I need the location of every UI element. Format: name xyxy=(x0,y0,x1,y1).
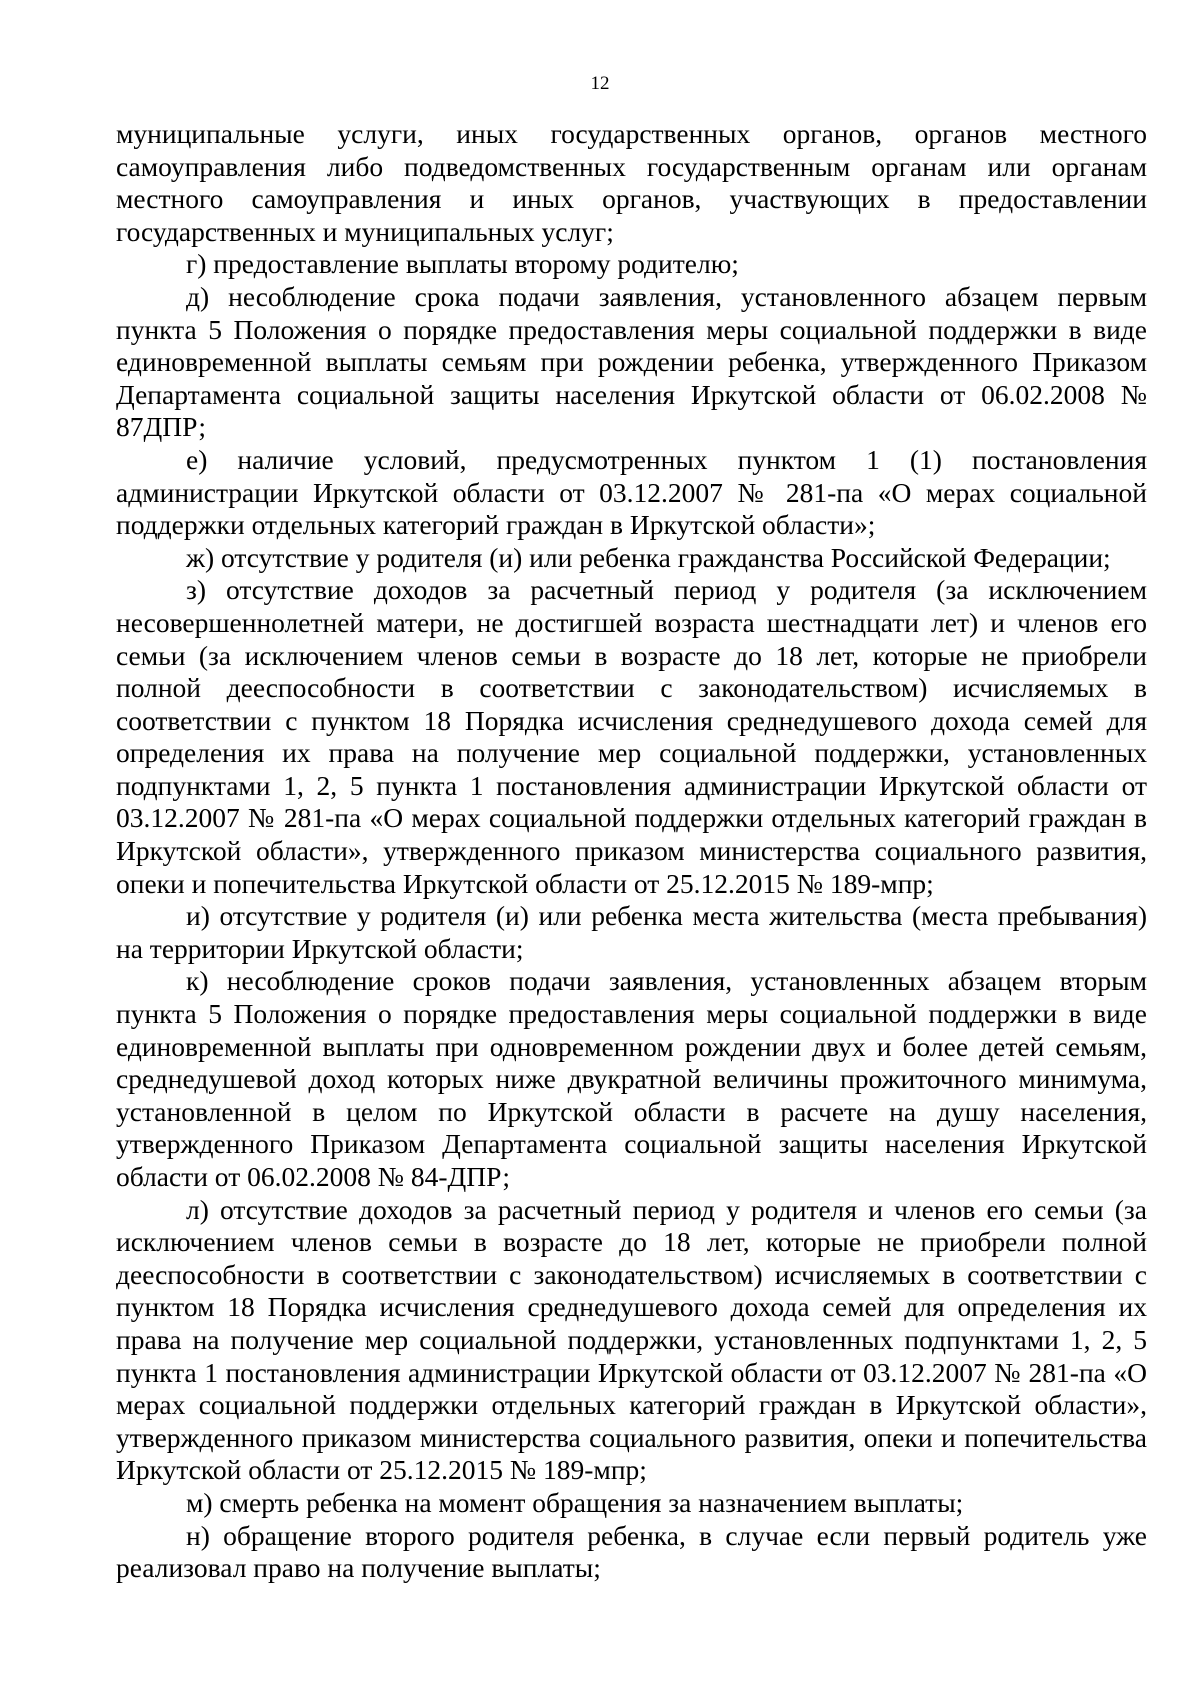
list-item-zh: ж) отсутствие у родителя (и) или ребенка гражданства Российской Федерации; xyxy=(186,541,1111,573)
list-item-z: з) отсутствие доходов за расчетный период у родителя (за исключением несовершеннолетней матери, не достигшей возраста шестнадцати лет) и членов его семьи (за исключением членов семьи в возрасте до 18 лет, которые не приобрели полной дееспособности в соответствии с законодательством) исчисляемых в соответствии с пунктом 18 Порядка исчисления среднедушевого дохода семей для определения их права на получение мер социальной поддержки, установленных подпунктами 1, 2, 5 пункта 1 постановления администрации Иркутской области от 03.12.2007 № 281-па «О мерах социальной поддержки отдельных категорий граждан в Иркутской области», утвержденного приказом министерства социального развития, опеки и попечительства Иркутской области от 25.12.2015 № 189-мпр; xyxy=(116,574,1147,899)
list-item-d: д) несоблюдение срока подачи заявления, установленного абзацем первым пункта 5 Положения о порядке предоставления меры социальной поддержки в виде единовременной выплаты семьям при рождении ребенка, утвержденного Приказом Департамента социальной защиты населения Иркутской области от 06.02.2008 № 87ДПР; xyxy=(116,280,1147,443)
list-item-g: г) предоставление выплаты второму родителю; xyxy=(186,248,739,280)
list-item-e: е) наличие условий, предусмотренных пунктом 1 (1) постановления администрации Иркутской области от 03.12.2007 № 281-па «О мерах социальной поддержки отдельных категорий граждан в Иркутской области»; xyxy=(116,443,1147,541)
document-body xyxy=(116,118,1147,1585)
list-item-k: к) несоблюдение сроков подачи заявления, установленных абзацем вторым пункта 5 Положения о порядке предоставления меры социальной поддержки в виде единовременной выплаты при одновременном рождении двух и более детей семьям, среднедушевой доход которых ниже двукратной величины прожиточного минимума, установленной в целом по Иркутской области в расчете на душу населения, утвержденного Приказом Департамента социальной защиты населения Иркутской области от 06.02.2008 № 84-ДПР; xyxy=(116,965,1147,1192)
list-item-l: л) отсутствие доходов за расчетный период у родителя и членов его семьи (за исключением членов семьи в возрасте до 18 лет, которые не приобрели полной дееспособности в соответствии с законодательством) исчисляемых в соответствии с пунктом 18 Порядка исчисления среднедушевого дохода семей для определения их права на получение мер социальной поддержки, установленных подпунктами 1, 2, 5 пункта 1 постановления администрации Иркутской области от 03.12.2007 № 281-па «О мерах социальной поддержки отдельных категорий граждан в Иркутской области», утвержденного приказом министерства социального развития, опеки и попечительства Иркутской области от 25.12.2015 № 189-мпр; xyxy=(116,1193,1147,1486)
paragraph-continuation: муниципальные услуги, иных государственных органов, органов местного самоуправления либо подведомственных государственным органам или органам местного самоуправления и иных органов, участвующих в предоставлении государственных и муниципальных услуг; xyxy=(116,118,1147,247)
list-item-i: и) отсутствие у родителя (и) или ребенка места жительства (места пребывания) на территории Иркутской области; xyxy=(116,900,1147,964)
page-number: 12 xyxy=(590,73,610,94)
list-item-n: н) обращение второго родителя ребенка, в случае если первый родитель уже реализовал право на получение выплаты; xyxy=(116,1519,1147,1584)
list-item-m: м) смерть ребенка на момент обращения за назначением выплаты; xyxy=(186,1486,964,1518)
